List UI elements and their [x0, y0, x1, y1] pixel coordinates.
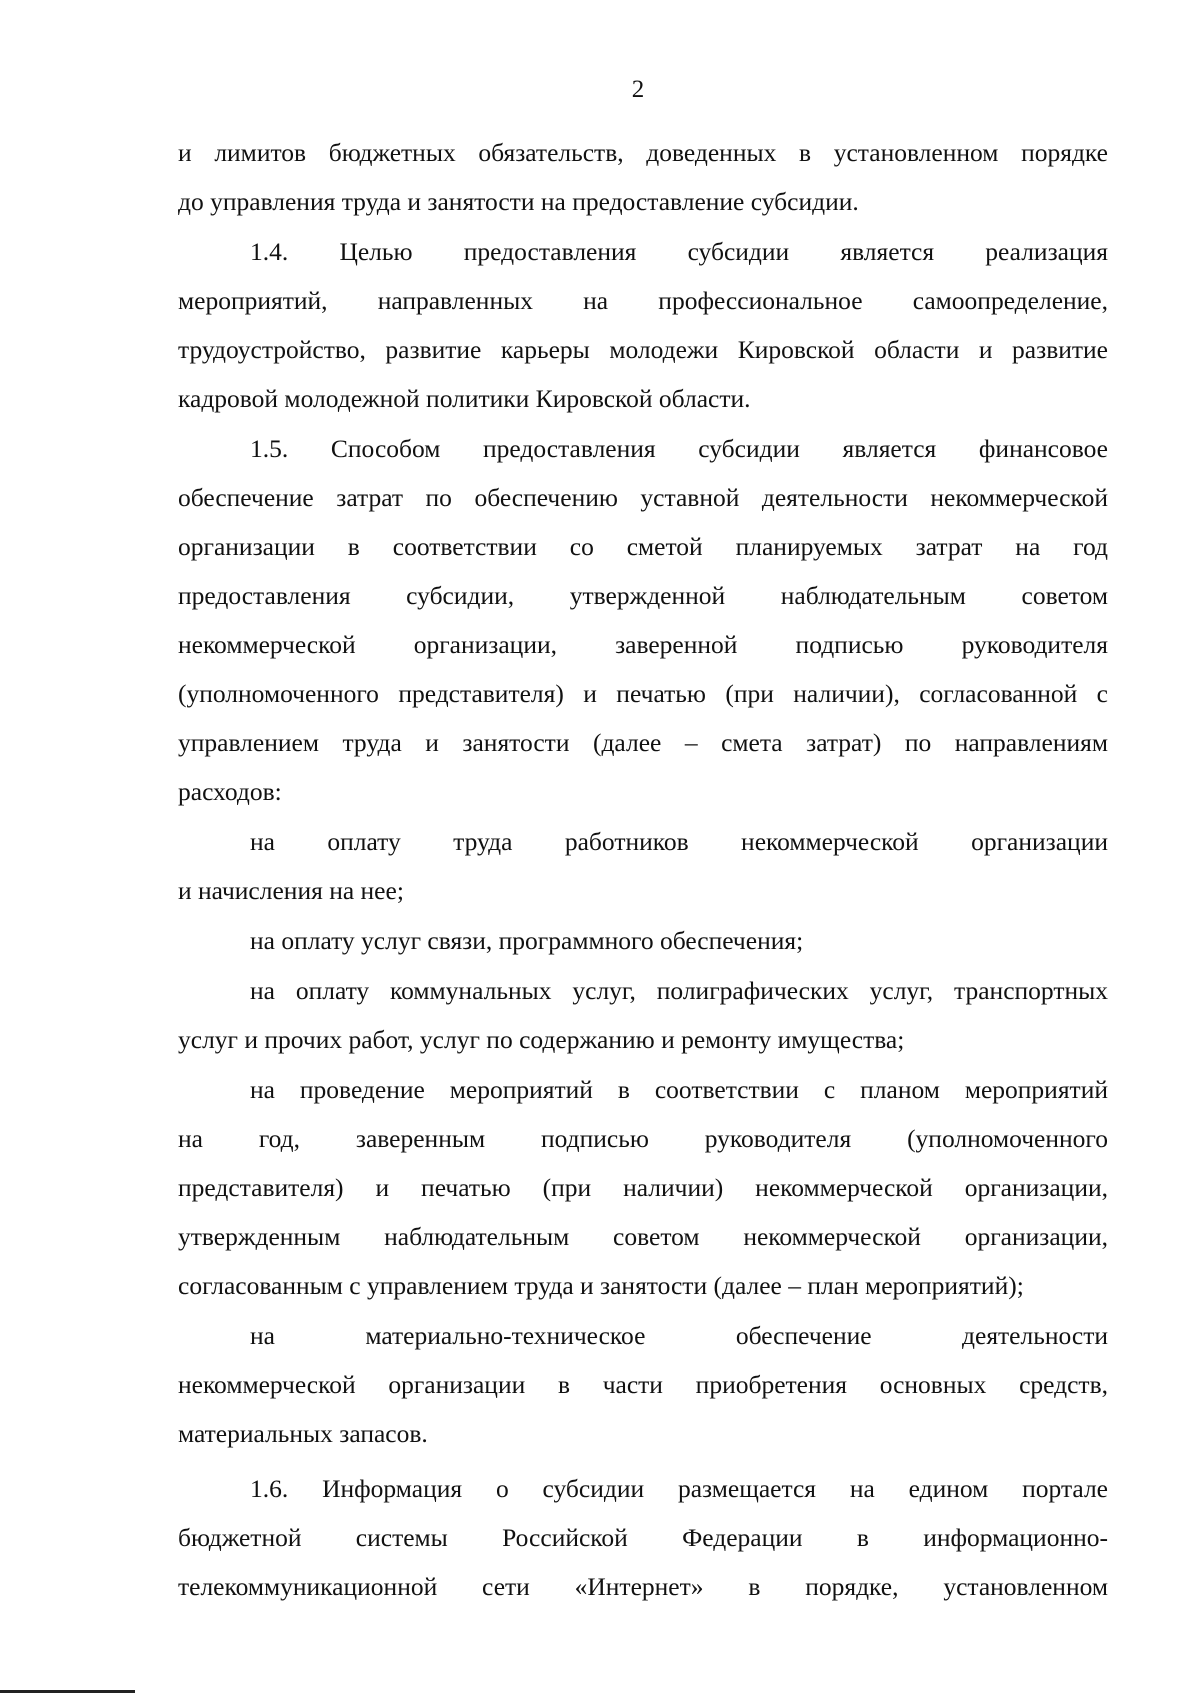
text-line: обеспечение затрат по обеспечению уставной деятельности некоммерческой — [178, 483, 1108, 512]
text-line: управлением труда и занятости (далее – смета затрат) по направлениям — [178, 728, 1108, 757]
text-line: на год, заверенным подписью руководителя (уполномоченного — [178, 1124, 1108, 1153]
paragraph-1-5 — [178, 424, 1108, 816]
text-line: трудоустройство, развитие карьеры молодежи Кировской области и развитие — [178, 335, 1108, 364]
text-line: 1.6. Информация о субсидии размещается на едином портале — [250, 1474, 1108, 1503]
text-line: телекоммуникационной сети «Интернет» в порядке, установленном — [178, 1572, 1108, 1601]
paragraph-1-4 — [178, 227, 1108, 423]
text-line: некоммерческой организации в части приобретения основных средств, — [178, 1370, 1108, 1399]
list-item-communication — [178, 916, 1108, 965]
text-line: расходов: — [178, 777, 282, 806]
text-line: представителя) и печатью (при наличии) некоммерческой организации, — [178, 1173, 1108, 1202]
paragraph-continuation — [178, 128, 1108, 226]
text-line: некоммерческой организации, заверенной подписью руководителя — [178, 630, 1108, 659]
list-item-utilities — [178, 966, 1108, 1064]
text-line: услуг и прочих работ, услуг по содержанию и ремонту имущества; — [178, 1025, 905, 1054]
page-number: 2 — [631, 76, 645, 103]
paragraph-1-6 — [178, 1464, 1108, 1611]
list-item-material — [178, 1311, 1108, 1458]
text-line: 1.5. Способом предоставления субсидии является финансовое — [250, 434, 1108, 463]
text-line: бюджетной системы Российской Федерации в информационно- — [178, 1523, 1108, 1552]
text-line: на материально-техническое обеспечение деятельности — [250, 1321, 1108, 1350]
text-line: и лимитов бюджетных обязательств, доведенных в установленном порядке — [178, 138, 1108, 167]
text-line: утвержденным наблюдательным советом некоммерческой организации, — [178, 1222, 1108, 1251]
text-line: на оплату труда работников некоммерческой организации — [250, 827, 1108, 856]
text-line: на оплату услуг связи, программного обеспечения; — [250, 926, 804, 955]
text-line: и начисления на нее; — [178, 876, 404, 905]
text-line: на оплату коммунальных услуг, полиграфических услуг, транспортных — [250, 976, 1108, 1005]
text-line: материальных запасов. — [178, 1419, 428, 1448]
text-line: согласованным с управлением труда и занятости (далее – план мероприятий); — [178, 1271, 1024, 1300]
document-body — [178, 128, 1108, 1611]
text-line: до управления труда и занятости на предоставление субсидии. — [178, 187, 859, 216]
text-line: мероприятий, направленных на профессиональное самоопределение, — [178, 286, 1108, 315]
list-item-labor — [178, 817, 1108, 915]
scan-edge-mark — [0, 1690, 135, 1693]
text-line: организации в соответствии со сметой планируемых затрат на год — [178, 532, 1108, 561]
text-line: кадровой молодежной политики Кировской области. — [178, 384, 751, 413]
text-line: (уполномоченного представителя) и печатью (при наличии), согласованной с — [178, 679, 1108, 708]
text-line: на проведение мероприятий в соответствии с планом мероприятий — [250, 1075, 1108, 1104]
text-line: предоставления субсидии, утвержденной наблюдательным советом — [178, 581, 1108, 610]
text-line: 1.4. Целью предоставления субсидии является реализация — [250, 237, 1108, 266]
list-item-events — [178, 1065, 1108, 1310]
